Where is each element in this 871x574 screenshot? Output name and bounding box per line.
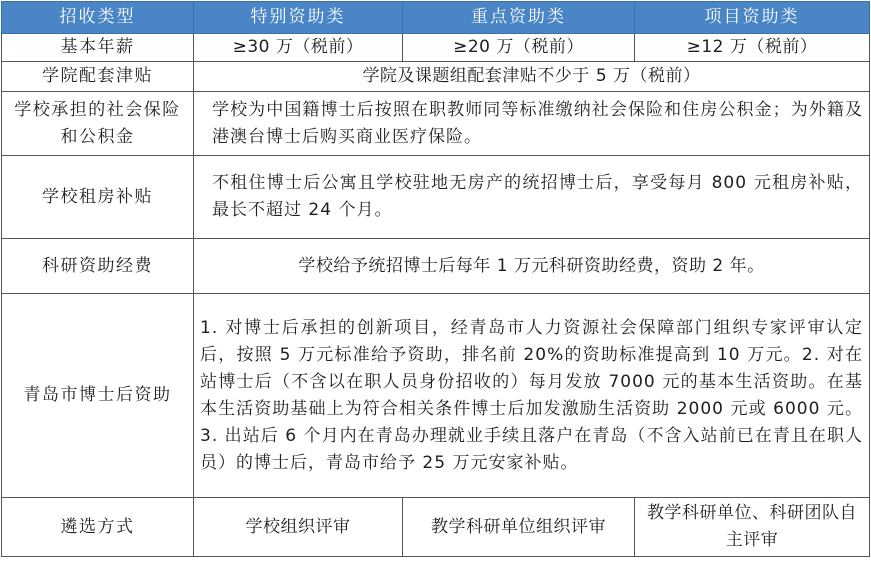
insurance-label: 学校承担的社会保险和公积金 (2, 92, 194, 156)
selection-label: 遴选方式 (2, 498, 194, 557)
qingdao-label: 青岛市博士后资助 (2, 294, 194, 498)
selection-row (2, 498, 870, 557)
selection-key: 教学科研单位组织评审 (403, 498, 635, 557)
rent-value: 不租住博士后公寓且学校驻地无房产的统招博士后，享受每月 800 元租房补贴，最长不超过 24 个月。 (194, 156, 870, 239)
header-project-funding: 项目资助类 (635, 2, 870, 34)
salary-special: ≥30 万（税前） (194, 34, 403, 62)
subsidy-label: 学院配套津贴 (2, 62, 194, 92)
insurance-value: 学校为中国籍博士后按照在职教师同等标准缴纳社会保险和住房公积金；为外籍及港澳台博士后购买商业医疗保险。 (194, 92, 870, 156)
research-fund-value: 学校给予统招博士后每年 1 万元科研资助经费，资助 2 年。 (194, 239, 870, 294)
selection-project: 教学科研单位、科研团队自主评审 (635, 498, 870, 557)
header-key-funding: 重点资助类 (403, 2, 635, 34)
postdoc-funding-table (1, 1, 870, 557)
subsidy-value: 学院及课题组配套津贴不少于 5 万（税前） (194, 62, 870, 92)
salary-project: ≥12 万（税前） (635, 34, 870, 62)
salary-label: 基本年薪 (2, 34, 194, 62)
salary-row (2, 34, 870, 62)
rent-row (2, 156, 870, 239)
header-type-label: 招收类型 (2, 2, 194, 34)
header-row (2, 2, 870, 34)
subsidy-row (2, 62, 870, 92)
research-fund-row (2, 239, 870, 294)
selection-special: 学校组织评审 (194, 498, 403, 557)
research-fund-label: 科研资助经费 (2, 239, 194, 294)
rent-label: 学校租房补贴 (2, 156, 194, 239)
salary-key: ≥20 万（税前） (403, 34, 635, 62)
qingdao-value: 1. 对博士后承担的创新项目，经青岛市人力资源社会保障部门组织专家评审认定后，按照 5 万元标准给予资助，排名前 20%的资助标准提高到 10 万元。2. 对在站博士后（不含以在职人员身份招收的）每月发放 7000 元的基本生活资助。在基本生活资助基础上为符合相关条件博士后加发激励生活资助 2000 元或 6000 元。3. 出站后 6 个月内在青岛办理就业手续且落户在青岛（不含入站前已在青且在职人员）的博士后，青岛市给予 25 万元安家补贴。 (194, 294, 870, 498)
header-special-funding: 特别资助类 (194, 2, 403, 34)
qingdao-row (2, 294, 870, 498)
insurance-row (2, 92, 870, 156)
